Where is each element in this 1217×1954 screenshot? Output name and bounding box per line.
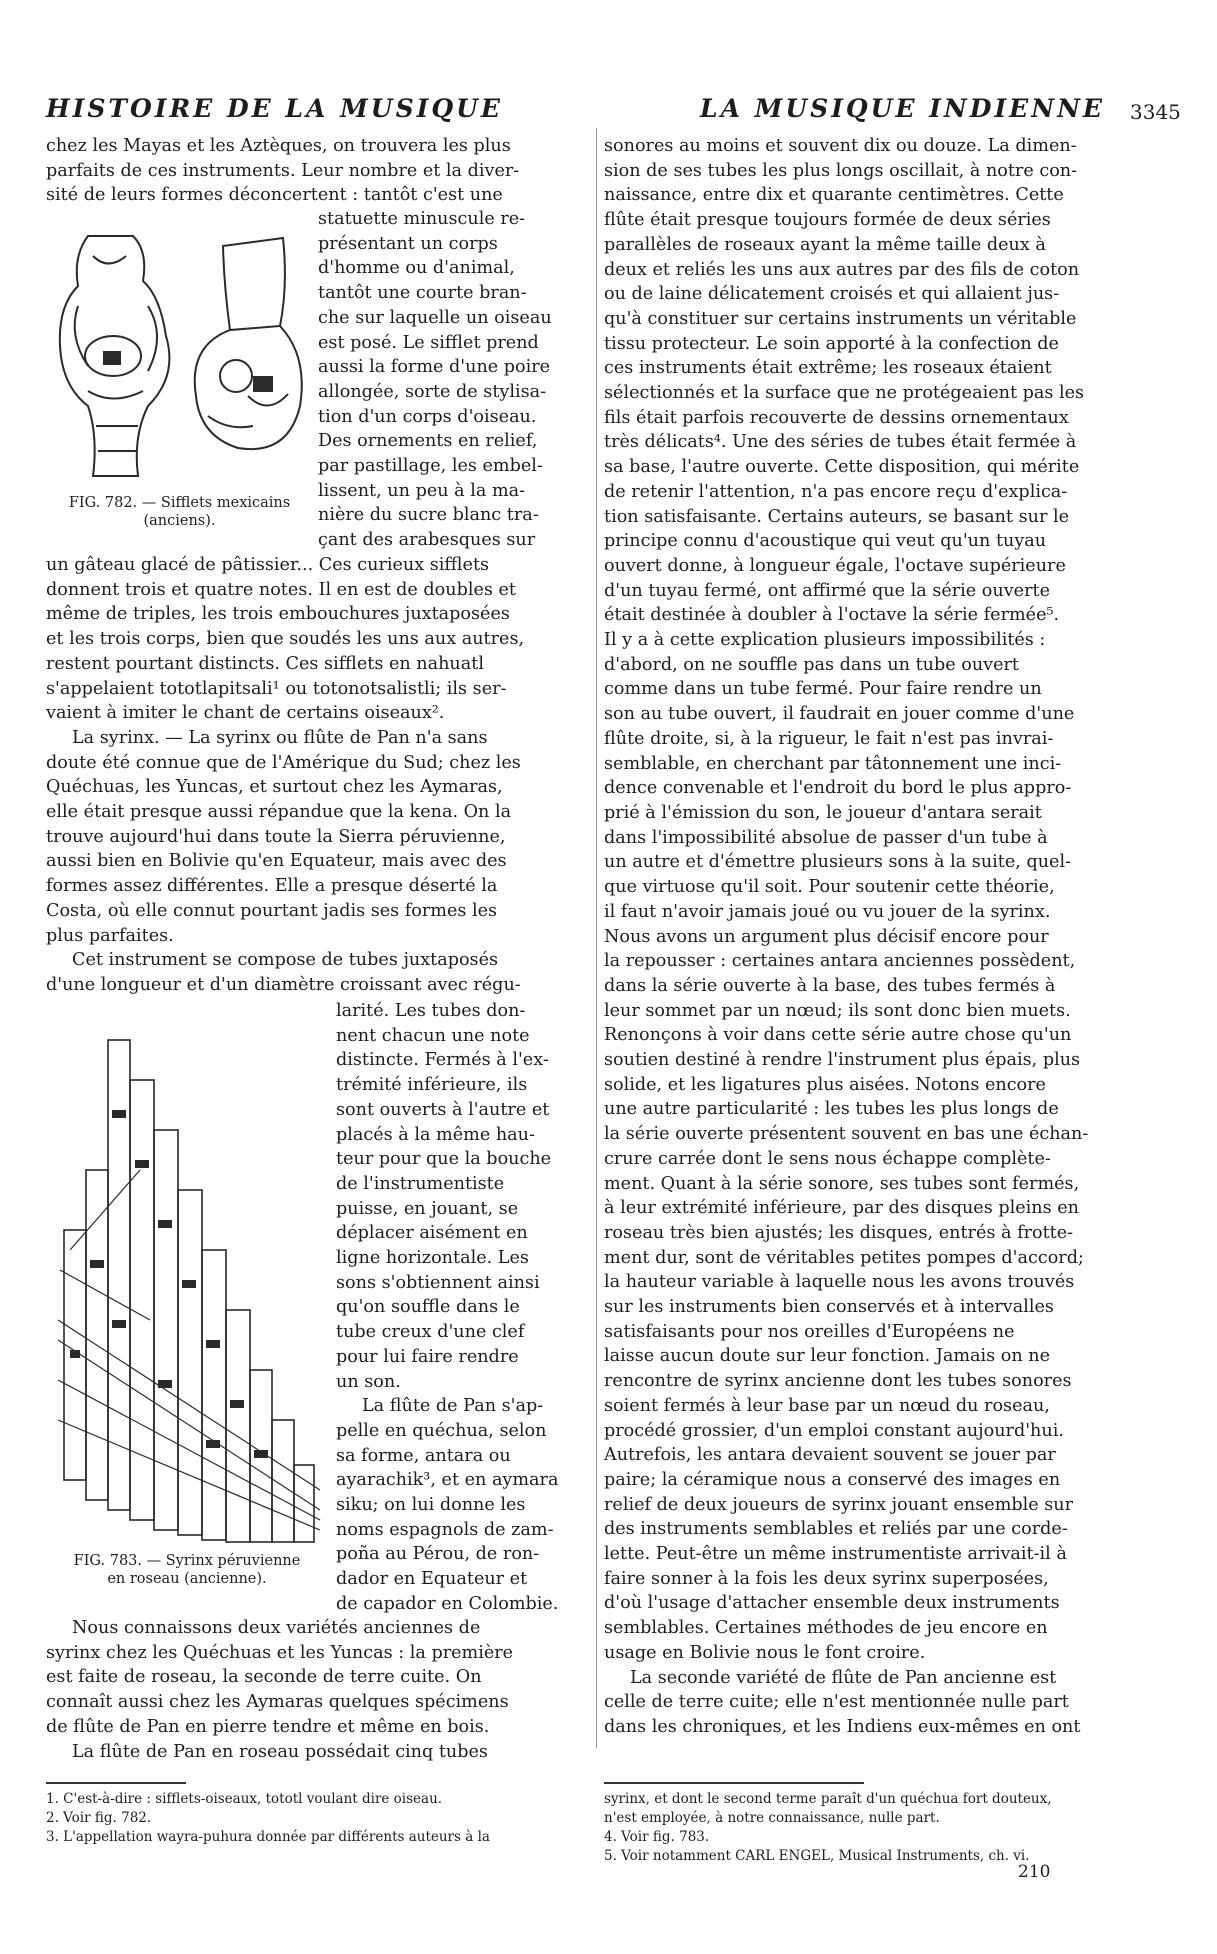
text-line: ces instruments était extrême; les roseaux étaient [604,358,1052,379]
text-line: Renonçons à voir dans cette série autre chose qu'un [604,1025,1072,1046]
text-line: La syrinx. — La syrinx ou flûte de Pan n'a sans [72,727,488,748]
caption-line: en roseau (ancienne). [107,1571,267,1587]
text-line: comme dans un tube fermé. Pour faire rendre un [604,679,1042,700]
text-line: la série ouverte présentent souvent en bas une échan- [604,1124,1089,1145]
text-line: trémité inférieure, ils [336,1075,528,1096]
left-bottom-text [46,1616,576,1764]
left-footnotes [46,1790,576,1847]
text-line: connaît aussi chez les Aymaras quelques spécimens [46,1692,509,1713]
text-line: s'appelaient tototlapitsali¹ ou totonotsalistli; ils ser- [46,678,507,699]
left-mid-text [46,553,576,998]
text-line: La flûte de Pan s'ap- [362,1396,544,1417]
text-line: pelle en quéchua, selon [336,1420,547,1441]
text-line: distincte. Fermés à l'ex- [336,1050,549,1071]
text-line: deux et reliés les uns aux autres par des fils de coton [604,259,1080,280]
text-line: parallèles de roseaux ayant la même taille deux à [604,234,1046,255]
text-line: relief de deux joueurs de syrinx jouant ensemble sur [604,1494,1074,1515]
text-line: syrinx chez les Quéchuas et les Yuncas : la première [46,1642,514,1663]
text-line: roseau très bien ajustés; les disques, entrés à frotte- [604,1222,1074,1243]
text-line: de capador en Colombie. [336,1593,559,1614]
caption-line: FIG. 783. — Syrinx péruvienne [73,1553,301,1569]
text-line: sons s'obtiennent ainsi [336,1272,540,1293]
text-line: est faite de roseau, la seconde de terre cuite. On [46,1667,482,1688]
text-line: rencontre de syrinx ancienne dont les tubes sonores [604,1371,1072,1392]
running-head-left: HISTOIRE DE LA MUSIQUE [46,94,503,123]
text-line: d'où l'usage d'attacher ensemble deux instruments [604,1593,1060,1614]
text-line: poña au Pérou, de ron- [336,1544,540,1565]
text-line: leur sommet par un nœud; ils sont donc bien muets. [604,1000,1071,1021]
text-line: prié à l'émission du son, le joueur d'antara serait [604,802,1042,823]
text-line: ment. Quant à la série sonore, ses tubes sont fermés, [604,1173,1080,1194]
right-main-text [604,134,1130,1740]
text-line: pour lui faire rendre [336,1346,519,1367]
text-line: usage en Bolivie nous le font croire. [604,1642,926,1663]
text-line: siku; on lui donne les [336,1495,526,1516]
text-line: ment dur, sont de véritables petites pompes d'accord; [604,1247,1084,1268]
text-line: faire sonner à la fois les deux syrinx superposées, [604,1568,1049,1589]
text-line: ouvert donne, à longueur égale, l'octave supérieure [604,555,1066,576]
text-line: qu'à constituer sur certains instruments un véritable [604,308,1077,329]
text-line: par pastillage, les embel- [318,456,543,477]
text-line: une autre particularité : les tubes les plus longs de [604,1099,1059,1120]
text-line: semblables. Certaines méthodes de jeu encore en [604,1618,1048,1639]
text-line: parfaits de ces instruments. Leur nombre et la diver- [46,160,520,181]
text-line: satisfaisants pour nos oreilles d'Européens ne [604,1321,1015,1342]
figure-782-mexican-whistles [48,226,306,488]
text-line: dans la série ouverte à la base, des tubes fermés à [604,975,1056,996]
text-line: Nous avons un argument plus décisif encore pour [604,926,1049,947]
text-line: lissent, un peu à la ma- [318,480,526,501]
text-line: doute été connue que de l'Amérique du Sud; chez les [46,752,521,773]
caption-line: FIG. 782. — Sifflets mexicains [68,495,291,511]
text-line: fils était parfois recouverte de dessins ornementaux [604,407,1069,428]
text-line: La seconde variété de flûte de Pan ancienne est [630,1667,1057,1688]
text-line: Nous connaissons deux variétés anciennes de [72,1618,481,1638]
text-line: nent chacun une note [336,1025,530,1046]
text-line: statuette minuscule re- [318,209,526,229]
text-line: flûte droite, si, à la rigueur, le fait n'est pas invrai- [604,728,1054,749]
text-line: trouve aujourd'hui dans toute la Sierra péruvienne, [46,826,506,847]
text-line: vaient à imiter le chant de certains oiseaux². [46,703,445,724]
text-line: tissu protecteur. Le soin apporté à la confection de [604,333,1059,354]
text-line: même de triples, les trois embouchures juxtaposées [46,604,510,625]
text-line: principe connu d'acoustique qui veut qu'un tuyau [604,531,1047,552]
text-line: naissance, entre dix et quarante centimètres. Cette [604,185,1064,206]
text-line: il faut n'avoir jamais joué ou vu jouer de la syrinx. [604,901,1051,922]
text-line: sa forme, antara ou [336,1445,511,1466]
text-line: ou de laine délicatement croisés et qui allaient jus- [604,284,1060,305]
footnote: 1. C'est-à-dire : sifflets-oiseaux, tototl voulant dire oiseau. [46,1791,443,1807]
text-line: semblable, en cherchant par tâtonnement une inci- [604,753,1062,774]
text-line: teur pour que la bouche [336,1149,552,1170]
text-line: est posé. Le sifflet prend [318,332,539,353]
text-line: dans l'impossibilité absolue de passer d'un tube à [604,827,1048,848]
text-line: çant des arabesques sur [318,530,536,551]
text-line: aussi la forme d'une poire [318,357,551,378]
text-line: un autre et d'émettre plusieurs sons à la suite, quel- [604,852,1072,873]
text-line: sonores au moins et souvent dix ou douze. La dimen- [604,136,1077,156]
text-line: dans les chroniques, et les Indiens eux-mêmes en ont [604,1717,1081,1737]
text-line: larité. Les tubes don- [336,1001,526,1021]
text-line: Autrefois, les antara devaient souvent se jouer par [604,1445,1056,1466]
text-line: chez les Mayas et les Aztèques, on trouvera les plus [46,136,511,156]
folio-number: 210 [1018,1862,1051,1882]
text-line: un gâteau glacé de pâtissier... Ces curieux sifflets [46,555,490,575]
text-line: celle de terre cuite; elle n'est mentionnée nulle part [604,1692,1069,1713]
text-line: soutien destiné à rendre l'instrument plus épais, plus [604,1050,1081,1071]
text-line: laisse aucun doute sur leur fonction. Jamais on ne [604,1346,1051,1367]
left-wrap-2 [336,999,576,1617]
text-line: sont ouverts à l'autre et [336,1099,550,1120]
text-line: lette. Peut-être un même instrumentiste arrivait-il à [604,1544,1067,1565]
text-line: formes assez différentes. Elle a presque déserté la [46,876,498,897]
text-line: tion satisfaisante. Certains auteurs, se basant sur le [604,506,1069,527]
figure-783-caption [52,1552,322,1588]
text-line: d'homme ou d'animal, [318,258,515,279]
text-line: qu'on souffle dans le [336,1297,520,1318]
text-line: était destinée à doubler à l'octave la série fermée⁵. [604,605,1060,626]
text-line: la repousser : certaines antara anciennes possèdent, [604,951,1076,972]
text-line: de retenir l'attention, n'a pas encore reçu d'explica- [604,481,1068,502]
page-number: 3345 [1130,100,1181,124]
text-line: un son. [336,1371,401,1392]
text-line: de l'instrumentiste [336,1173,505,1194]
footnote: syrinx, et dont le second terme paraît d'un quéchua fort douteux, [604,1791,1052,1807]
text-line: d'une longueur et d'un diamètre croissant avec régu- [46,974,521,995]
footnote: n'est employée, à notre connaissance, nulle part. [604,1810,940,1826]
text-line: son au tube ouvert, il faudrait en jouer comme d'une [604,704,1075,725]
text-line: placés à la même hau- [336,1124,535,1145]
text-line: Il y a à cette explication plusieurs impossibilités : [604,630,1046,651]
footnote-rule-left [46,1782,186,1784]
text-line: à leur extrémité inférieure, par des disques pleins en [604,1198,1079,1219]
text-line: aussi bien en Bolivie qu'en Equateur, mais avec des [46,851,507,872]
text-line: ligne horizontale. Les [336,1248,529,1269]
footnote: 4. Voir fig. 783. [604,1829,710,1845]
text-line: procédé grossier, d'un emploi constant aujourd'hui. [604,1420,1064,1441]
text-line: tion d'un corps d'oiseau. [318,406,537,427]
text-line: allongée, sorte de stylisa- [318,381,547,402]
text-line: d'un tuyau fermé, ont affirmé que la série ouverte [604,580,1050,601]
text-line: flûte était presque toujours formée de deux séries [604,210,1051,231]
running-head-right: LA MUSIQUE INDIENNE [700,94,1105,123]
column-divider [596,128,597,1748]
text-line: sion de ses tubes les plus longs oscillait, à notre con- [604,160,1078,181]
text-line: restent pourtant distincts. Ces sifflets en nahuatl [46,653,484,674]
text-line: tube creux d'une clef [336,1322,525,1343]
text-line: che sur laquelle un oiseau [318,307,552,328]
text-line: dador en Equateur et [336,1569,528,1590]
text-line: Costa, où elle connut pourtant jadis ses formes les [46,900,498,921]
text-line: sélectionnés et la surface que ne protégeaient pas les [604,383,1085,404]
left-top-text [46,134,576,208]
text-line: très délicats⁴. Une des séries de tubes était fermée à [604,432,1077,453]
text-line: La flûte de Pan en roseau possédait cinq tubes [72,1741,488,1762]
text-line: de flûte de Pan en pierre tendre et même en bois. [46,1716,490,1737]
text-line: et les trois corps, bien que soudés les uns aux autres, [46,629,525,650]
text-line: noms espagnols de zam- [336,1519,554,1540]
text-line: nière du sucre blanc tra- [318,505,539,526]
text-line: ayarachik³, et en aymara [336,1470,559,1491]
text-line: crure carrée dont le sens nous échappe complète- [604,1148,1051,1169]
text-line: déplacer aisément en [336,1223,528,1244]
text-line: présentant un corps [318,233,498,254]
text-line: plus parfaites. [46,925,174,946]
text-line: Des ornements en relief, [318,431,538,452]
text-line: sur les instruments bien conservés et à intervalles [604,1297,1054,1318]
text-line: solide, et les ligatures plus aisées. Notons encore [604,1074,1046,1095]
text-line: sité de leurs formes déconcertent : tantôt c'est une [46,185,503,206]
text-line: paire; la céramique nous a conservé des images en [604,1469,1061,1490]
text-line: puisse, en jouant, se [336,1198,519,1219]
text-line: des instruments semblables et reliés par une corde- [604,1519,1068,1540]
text-line: Quéchuas, les Yuncas, et surtout chez les Aymaras, [46,777,503,798]
figure-782-caption [52,494,307,530]
text-line: donnent trois et quatre notes. Il en est de doubles et [46,579,516,600]
text-line: tantôt une courte bran- [318,283,527,304]
text-line: dence convenable et l'endroit du bord le plus appro- [604,778,1072,799]
figure-783-peruvian-syrinx [50,1020,328,1545]
caption-line: (anciens). [143,513,216,529]
text-line: que virtuose qu'il soit. Pour soutenir cette théorie, [604,877,1055,898]
right-footnotes [604,1790,1130,1866]
text-line: elle était presque aussi répandue que la kena. On la [46,802,512,823]
footnote: 2. Voir fig. 782. [46,1810,152,1826]
footnote: 3. L'appellation wayra-puhura donnée par différents auteurs à la [46,1829,490,1845]
text-line: Cet instrument se compose de tubes juxtaposés [72,950,499,971]
footnote: 5. Voir notamment CARL ENGEL, Musical Instruments, ch. vi. [604,1848,1030,1864]
text-line: sa base, l'autre ouverte. Cette disposition, qui mérite [604,457,1080,478]
text-line: la hauteur variable à laquelle nous les avons trouvés [604,1272,1075,1293]
footnote-rule-right [604,1782,864,1784]
text-line: soient fermés à leur base par un nœud du roseau, [604,1395,1050,1416]
text-line: d'abord, on ne souffle pas dans un tube ouvert [604,654,1019,675]
left-wrap-1 [318,207,576,553]
